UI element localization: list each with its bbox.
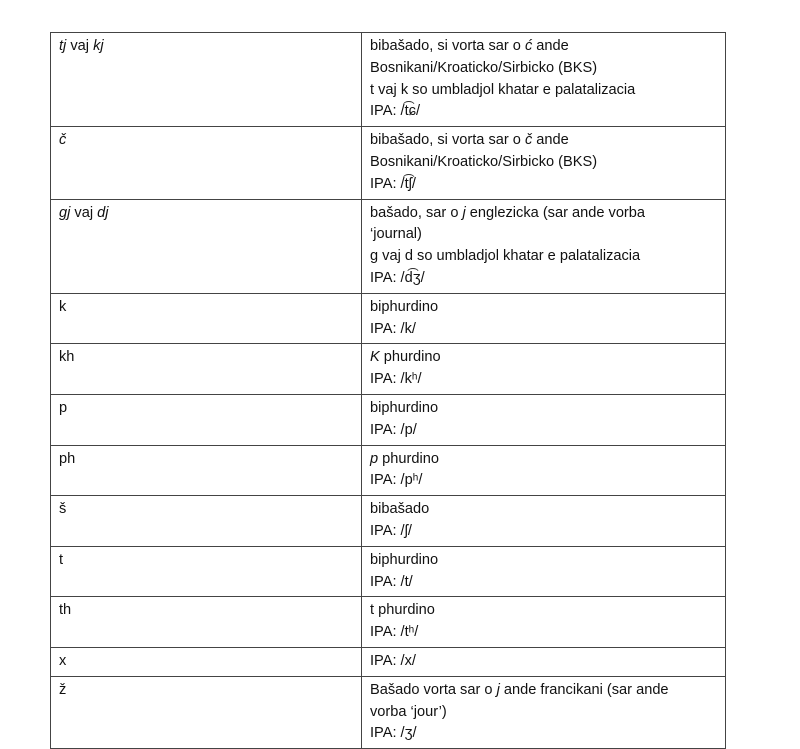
description-line [370,268,717,290]
letter-cell [51,293,362,344]
letter-text [59,680,353,702]
description-segment: IPA: /t͡ʃ/ [370,175,416,192]
description-cell [362,496,726,547]
description-segment: IPA: /kʰ/ [370,371,422,388]
letter-cell [51,445,362,496]
description-segment: ć [524,38,533,54]
description-cell [362,127,726,199]
letter-cell [51,676,362,748]
table-row [51,293,726,344]
description-segment: IPA: /k/ [370,320,416,337]
letter-segment: gj [59,204,71,221]
description-line [370,297,717,319]
description-cell [362,33,726,127]
description-line [370,80,717,102]
description-line [370,600,717,622]
description-segment: č [524,132,533,149]
table-row [51,33,726,127]
letter-segment: š [59,501,67,518]
description-line [370,680,717,702]
description-segment: IPA: /ʒ/ [370,725,417,742]
description-cell [362,647,726,676]
description-segment: bašado, sar o [370,204,463,221]
description-segment: ande francikani (sar ande [499,681,669,698]
description-cell [362,676,726,748]
letter-cell [51,496,362,547]
letter-segment: p [59,399,68,416]
description-cell [362,394,726,445]
description-segment: bibašado, si vorta sar o [370,38,525,54]
description-segment: englezicka (sar ande vorba [465,204,646,221]
letter-cell [51,199,362,293]
letter-segment: vaj [70,204,98,221]
description-line [370,723,717,745]
letter-segment: tj [59,38,67,54]
description-segment: g vaj d so umbladjol khatar e palatalizacia [370,248,641,265]
description-segment: biphurdino [370,298,439,315]
description-line [370,702,717,724]
letter-cell [51,33,362,127]
letter-text [59,130,353,152]
description-segment: j [496,681,500,698]
letter-cell [51,647,362,676]
letter-segment: ž [59,681,67,698]
description-segment: Bašado vorta sar o [370,681,497,698]
phoneme-table [50,32,726,749]
letter-cell [51,127,362,199]
table-row [51,676,726,748]
description-segment: p [370,450,379,467]
letter-text [59,203,353,225]
description-line [370,369,717,391]
description-line [370,470,717,492]
description-segment: IPA: /t͡ɕ/ [370,103,421,120]
description-segment: biphurdino [370,551,439,568]
description-segment: biphurdino [370,399,439,416]
table-row [51,445,726,496]
description-segment: bibašado, si vorta sar o [370,132,525,149]
letter-segment: x [59,652,67,669]
letter-segment: kj [93,38,104,54]
description-line [370,521,717,543]
description-segment: t vaj k so umbladjol khatar e palatalizacia [370,81,636,98]
letter-text [59,550,353,572]
description-cell [362,344,726,395]
description-line [370,420,717,442]
description-segment: bibašado [370,501,430,518]
description-segment: IPA: /d͡ʒ/ [370,269,425,286]
description-segment: ande [532,132,569,149]
letter-segment: k [59,298,67,315]
letter-segment: th [59,602,72,619]
description-segment: Bosnikani/Kroaticko/Sirbicko (BKS) [370,153,598,170]
description-segment: IPA: /pʰ/ [370,472,423,489]
phoneme-table-body [51,33,726,749]
description-segment: IPA: /p/ [370,421,417,438]
table-row [51,597,726,648]
description-line [370,449,717,471]
letter-cell [51,394,362,445]
description-cell [362,597,726,648]
description-line [370,58,717,80]
description-cell [362,445,726,496]
letter-text [59,297,353,319]
letter-segment: kh [59,349,75,366]
description-cell [362,546,726,597]
letter-segment: č [59,132,67,149]
description-segment: t phurdino [370,602,435,619]
table-row [51,344,726,395]
description-line [370,499,717,521]
table-row [51,127,726,199]
description-segment: IPA: /t/ [370,573,413,590]
table-row [51,647,726,676]
description-line [370,622,717,644]
letter-text [59,449,353,471]
description-segment: phurdino [378,450,439,467]
description-line [370,319,717,341]
letter-text [59,600,353,622]
description-segment: IPA: /ʃ/ [370,522,412,539]
description-segment: IPA: /tʰ/ [370,624,419,641]
description-line [370,174,717,196]
description-cell [362,293,726,344]
description-line [370,398,717,420]
letter-cell [51,344,362,395]
description-line [370,101,717,123]
letter-text [59,347,353,369]
table-row [51,394,726,445]
letter-cell [51,597,362,648]
description-segment: IPA: /x/ [370,652,416,669]
description-segment: Bosnikani/Kroaticko/Sirbicko (BKS) [370,59,598,76]
description-segment: K [370,349,380,366]
letter-cell [51,546,362,597]
description-line [370,572,717,594]
description-line [370,651,717,673]
letter-text [59,651,353,673]
letter-segment: ph [59,450,76,467]
description-line [370,224,717,246]
description-segment: phurdino [379,349,441,366]
description-line [370,130,717,152]
description-cell [362,199,726,293]
description-line [370,36,717,58]
description-line [370,347,717,369]
table-row [51,546,726,597]
letter-text [59,499,353,521]
letter-text [59,398,353,420]
description-line [370,203,717,225]
description-line [370,152,717,174]
description-segment: j [462,204,466,221]
description-segment: ‘journal) [370,226,422,243]
description-line [370,550,717,572]
table-row [51,199,726,293]
letter-segment: t [59,551,64,568]
description-line [370,246,717,268]
letter-segment: dj [97,204,109,221]
table-row [51,496,726,547]
letter-text [59,36,353,58]
description-segment: ande [532,38,569,54]
letter-segment: vaj [66,38,94,54]
description-segment: vorba ‘jour’) [370,703,447,720]
